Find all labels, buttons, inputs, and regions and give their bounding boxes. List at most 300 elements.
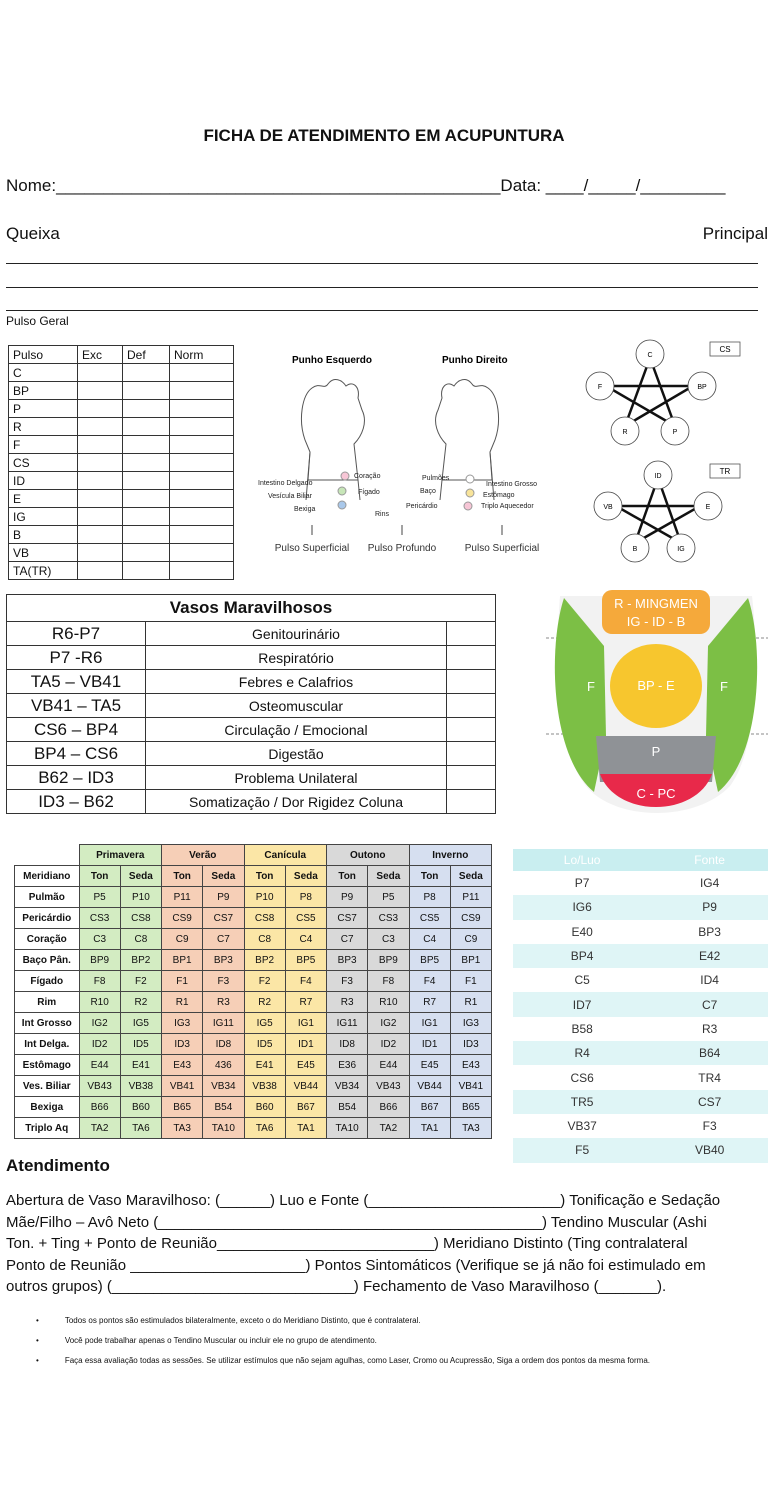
queixa-line-2[interactable]	[6, 287, 758, 288]
fonte-point: VB40	[651, 1138, 768, 1162]
meridian-point: CS3	[368, 908, 409, 929]
meridian-point: 436	[203, 1055, 244, 1076]
pulse-row	[9, 454, 234, 472]
meridian-point: IG2	[368, 1013, 409, 1034]
vasos-desc: Genitourinário	[146, 622, 447, 646]
pulse-row-label: C	[9, 364, 78, 382]
meridian-point: VB41	[162, 1076, 203, 1097]
cycle-tr-node-label: IG	[677, 546, 685, 553]
luo-point: B58	[513, 1017, 651, 1041]
luo-row	[513, 1065, 768, 1089]
vasos-code: P7 -R6	[7, 646, 146, 670]
vasos-check-cell[interactable]	[447, 718, 496, 742]
vasos-check-cell[interactable]	[447, 790, 496, 814]
luo-point: F5	[513, 1138, 651, 1162]
meridian-point: R10	[368, 992, 409, 1013]
vasos-desc: Osteomuscular	[146, 694, 447, 718]
meridian-point: ID1	[409, 1034, 450, 1055]
meridian-point: P9	[327, 887, 368, 908]
meridian-name: Rim	[15, 992, 80, 1013]
pulse-def-cell[interactable]	[123, 400, 170, 418]
meridian-point: F8	[79, 971, 120, 992]
luo-row	[513, 871, 768, 895]
season-canicula: Canícula	[244, 845, 327, 866]
pulse-exc-cell[interactable]	[78, 472, 123, 490]
meridian-point: F4	[409, 971, 450, 992]
meridian-point: C3	[79, 929, 120, 950]
meridian-point: BP2	[120, 950, 161, 971]
meridian-row	[15, 1097, 492, 1118]
pulse-row	[9, 526, 234, 544]
meridian-row	[15, 992, 492, 1013]
pulse-row-label: IG	[9, 508, 78, 526]
meridian-point: F4	[285, 971, 326, 992]
luo-row	[513, 1090, 768, 1114]
meridian-point: P11	[162, 887, 203, 908]
luo-point: C5	[513, 968, 651, 992]
fonte-point: P9	[651, 895, 768, 919]
cycle-tr-node-label: VB	[603, 504, 613, 511]
pulse-def-cell[interactable]	[123, 472, 170, 490]
pulse-def-cell[interactable]	[123, 490, 170, 508]
meridian-point: E43	[450, 1055, 491, 1076]
atendimento-line-2[interactable]: Mãe/Filho – Avô Neto (______________________________________________) Tendino Muscular (Ashi	[6, 1213, 707, 1231]
luo-point: IG6	[513, 895, 651, 919]
label-vesicula-biliar: Vesícula Biliar	[268, 493, 312, 500]
vasos-code: VB41 – TA5	[7, 694, 146, 718]
pulse-exc-cell[interactable]	[78, 418, 123, 436]
page-title: FICHA DE ATENDIMENTO EM ACUPUNTURA	[203, 126, 565, 145]
pulse-row-label: P	[9, 400, 78, 418]
label-pulmoes: Pulmões	[422, 475, 450, 482]
luo-point: E40	[513, 920, 651, 944]
pulse-row	[9, 472, 234, 490]
def-col-header: Def	[123, 346, 170, 364]
cycle-tr-node-label: E	[705, 504, 711, 511]
meridian-point: P10	[244, 887, 285, 908]
seda-header: Seda	[203, 866, 244, 887]
vasos-desc: Problema Unilateral	[146, 766, 447, 790]
meridian-name: Coração	[15, 929, 80, 950]
vasos-check-cell[interactable]	[447, 670, 496, 694]
meridian-point: R7	[409, 992, 450, 1013]
vasos-maravilhosos-table	[6, 594, 496, 814]
luo-point: VB37	[513, 1114, 651, 1138]
pulse-row	[9, 490, 234, 508]
meridian-point: VB43	[368, 1076, 409, 1097]
right-wrist-title: Punho Direito	[442, 355, 508, 366]
fonte-point: B64	[651, 1041, 768, 1065]
meridian-name: Bexiga	[15, 1097, 80, 1118]
tongue-left-label: F	[587, 679, 595, 694]
ton-header: Ton	[244, 866, 285, 887]
bottom-left-label: Pulso Superficial	[274, 543, 350, 554]
luo-row	[513, 1041, 768, 1065]
pulse-norm-cell[interactable]	[170, 472, 234, 490]
vasos-check-cell[interactable]	[447, 622, 496, 646]
vasos-code: B62 – ID3	[7, 766, 146, 790]
pulse-exc-cell[interactable]	[78, 454, 123, 472]
pulse-row-label: CS	[9, 454, 78, 472]
pulse-def-cell[interactable]	[123, 526, 170, 544]
atendimento-title: Atendimento	[6, 1156, 110, 1175]
luo-header-row	[513, 849, 768, 871]
meridian-point: IG3	[162, 1013, 203, 1034]
meridian-name: Ves. Biliar	[15, 1076, 80, 1097]
pulse-row	[9, 508, 234, 526]
left-wrist-title: Punho Esquerdo	[292, 355, 372, 366]
note-item: Você pode trabalhar apenas o Tendino Muscular ou incluir ele no grupo de atendimento.	[64, 1336, 377, 1345]
label-estomago: Estômago	[483, 492, 515, 499]
meridian-point: F1	[450, 971, 491, 992]
pulse-norm-cell[interactable]	[170, 364, 234, 382]
vasos-row	[7, 742, 496, 766]
vasos-row	[7, 622, 496, 646]
meridian-point: F3	[203, 971, 244, 992]
bullet-icon: •	[36, 1356, 39, 1365]
luo-header: Lo/Luo	[513, 849, 651, 871]
meridian-row	[15, 1055, 492, 1076]
ton-header: Ton	[327, 866, 368, 887]
meridian-point: C8	[244, 929, 285, 950]
pulse-exc-cell[interactable]	[78, 490, 123, 508]
pulse-def-cell[interactable]	[123, 436, 170, 454]
pulse-exc-cell[interactable]	[78, 382, 123, 400]
pulse-norm-cell[interactable]	[170, 544, 234, 562]
meridian-point: BP5	[285, 950, 326, 971]
cycle-cs-node-label: P	[672, 429, 678, 436]
cycle-tr-node-label: ID	[654, 473, 662, 480]
label-intestino-grosso: Intestino Grosso	[486, 481, 537, 488]
meridian-point: E45	[409, 1055, 450, 1076]
meridian-point: CS9	[450, 908, 491, 929]
exc-col-header: Exc	[78, 346, 123, 364]
meridian-point: F8	[368, 971, 409, 992]
tongue-map-diagram	[546, 586, 768, 821]
meridian-point: P10	[120, 887, 161, 908]
vasos-desc: Respiratório	[146, 646, 447, 670]
luo-point: ID7	[513, 992, 651, 1016]
meridian-season-table	[14, 844, 492, 1139]
bullet-icon: •	[36, 1316, 39, 1325]
seda-header: Seda	[450, 866, 491, 887]
meridian-name: Fígado	[15, 971, 80, 992]
cycle-diagram-tr	[578, 458, 743, 568]
meridian-point: B54	[327, 1097, 368, 1118]
luo-point: P7	[513, 871, 651, 895]
pulse-row-label: TA(TR)	[9, 562, 78, 580]
luo-row	[513, 1017, 768, 1041]
cycle-cs-node-label: BP	[697, 384, 707, 391]
fonte-point: BP3	[651, 920, 768, 944]
meridian-point: TA6	[120, 1118, 161, 1139]
pulse-norm-cell[interactable]	[170, 382, 234, 400]
meridian-point: TA2	[79, 1118, 120, 1139]
meridian-point: TA1	[285, 1118, 326, 1139]
cycle-cs-node-label: R	[622, 429, 628, 436]
atendimento-line-3[interactable]: Ton. + Ting + Ponto de Reunião__________________________) Meridiano Distinto (Ting contralateral	[6, 1235, 688, 1252]
meridian-row	[15, 908, 492, 929]
meridian-point: R2	[120, 992, 161, 1013]
vasos-check-cell[interactable]	[447, 766, 496, 790]
luo-row	[513, 895, 768, 919]
meridian-point: ID3	[450, 1034, 491, 1055]
atendimento-line-5[interactable]: outros grupos) (_____________________________) Fechamento de Vaso Maravilhoso (_______).	[6, 1278, 667, 1295]
meridian-point: BP5	[409, 950, 450, 971]
note-item: Faça essa avaliação todas as sessões. Se utilizar estímulos que não sejam agulhas, como Laser, Cromo ou Acupressão, Siga a ordem dos pontos da mesma forma.	[64, 1356, 651, 1365]
meridian-point: C8	[120, 929, 161, 950]
season-inverno: Inverno	[409, 845, 492, 866]
pulse-header-row	[9, 346, 234, 364]
meridian-point: CS5	[409, 908, 450, 929]
meridian-point: P5	[79, 887, 120, 908]
vasos-code: R6-P7	[7, 622, 146, 646]
meridian-point: VB38	[120, 1076, 161, 1097]
cycle-tr-label: TR	[719, 467, 731, 476]
pulse-row	[9, 418, 234, 436]
meridian-point: CS9	[162, 908, 203, 929]
meridian-point: TA3	[162, 1118, 203, 1139]
meridian-point: IG5	[244, 1013, 285, 1034]
vasos-desc: Digestão	[146, 742, 447, 766]
pulse-row	[9, 364, 234, 382]
ton-header: Ton	[79, 866, 120, 887]
label-baco: Baço	[420, 488, 436, 495]
season-outono: Outono	[327, 845, 410, 866]
vasos-row	[7, 670, 496, 694]
seda-header: Seda	[285, 866, 326, 887]
pulse-row	[9, 562, 234, 580]
meridian-point: P11	[450, 887, 491, 908]
pulse-def-cell[interactable]	[123, 508, 170, 526]
fonte-point: C7	[651, 992, 768, 1016]
meridian-name: Pericárdio	[15, 908, 80, 929]
pulse-exc-cell[interactable]	[78, 436, 123, 454]
meridian-point: B65	[162, 1097, 203, 1118]
fonte-point: E42	[651, 944, 768, 968]
vasos-code: TA5 – VB41	[7, 670, 146, 694]
meridian-point: P9	[203, 887, 244, 908]
pulse-norm-cell[interactable]	[170, 562, 234, 580]
vasos-check-cell[interactable]	[447, 646, 496, 670]
luo-point: TR5	[513, 1090, 651, 1114]
meridian-point: P8	[285, 887, 326, 908]
fonte-point: R3	[651, 1017, 768, 1041]
label-bexiga: Bexiga	[294, 506, 316, 513]
vasos-row	[7, 646, 496, 670]
note-item: Todos os pontos são estimulados bilateralmente, exceto o do Meridiano Distinto, que é contralateral.	[64, 1316, 421, 1325]
meridian-point: C4	[285, 929, 326, 950]
vasos-desc: Febres e Calafrios	[146, 670, 447, 694]
pulse-exc-cell[interactable]	[78, 364, 123, 382]
tongue-top2-label: IG - ID - B	[626, 614, 686, 629]
meridian-point: R1	[450, 992, 491, 1013]
meridian-name: Pulmão	[15, 887, 80, 908]
vasos-code: BP4 – CS6	[7, 742, 146, 766]
meridian-point: CS7	[203, 908, 244, 929]
meridian-point: C7	[327, 929, 368, 950]
luo-row	[513, 920, 768, 944]
meridian-point: CS8	[244, 908, 285, 929]
meridian-point: ID3	[162, 1034, 203, 1055]
meridian-point: F3	[327, 971, 368, 992]
pulse-def-cell[interactable]	[123, 382, 170, 400]
meridian-point: E44	[79, 1055, 120, 1076]
luo-point: BP4	[513, 944, 651, 968]
norm-col-header: Norm	[170, 346, 234, 364]
meridian-point: VB41	[450, 1076, 491, 1097]
meridian-point: BP1	[450, 950, 491, 971]
label-triplo-aquecedor: Triplo Aquecedor	[481, 503, 534, 510]
meridian-row	[15, 1013, 492, 1034]
vasos-desc: Circulação / Emocional	[146, 718, 447, 742]
nome-data-field[interactable]: Nome:_______________________________________________Data: ____/_____/_________	[6, 176, 726, 195]
meridian-point: TA10	[327, 1118, 368, 1139]
meridian-point: BP1	[162, 950, 203, 971]
meridian-point: C9	[450, 929, 491, 950]
pulse-def-cell[interactable]	[123, 364, 170, 382]
pulse-norm-cell[interactable]	[170, 454, 234, 472]
meridian-point: IG1	[285, 1013, 326, 1034]
luo-row	[513, 1138, 768, 1162]
pulse-exc-cell[interactable]	[78, 544, 123, 562]
meridian-point: CS7	[327, 908, 368, 929]
pulse-norm-cell[interactable]	[170, 418, 234, 436]
meridian-point: C4	[409, 929, 450, 950]
queixa-line-3[interactable]	[6, 310, 758, 311]
meridian-point: R2	[244, 992, 285, 1013]
vasos-code: ID3 – B62	[7, 790, 146, 814]
queixa-label: Queixa	[6, 224, 60, 243]
meridian-point: ID5	[120, 1034, 161, 1055]
meridian-row	[15, 929, 492, 950]
meridiano-header: Meridiano	[15, 866, 80, 887]
atendimento-line-4[interactable]: Ponto de Reunião _____________________) Pontos Sintomáticos (Verifique se já não foi estimulado em	[6, 1256, 706, 1274]
meridian-point: CS5	[285, 908, 326, 929]
vasos-check-cell[interactable]	[447, 694, 496, 718]
meridian-point: B60	[244, 1097, 285, 1118]
luo-row	[513, 992, 768, 1016]
principal-label: Principal	[702, 224, 768, 243]
meridian-point: TA1	[409, 1118, 450, 1139]
pulse-norm-cell[interactable]	[170, 400, 234, 418]
pulse-norm-cell[interactable]	[170, 490, 234, 508]
meridian-point: VB44	[409, 1076, 450, 1097]
pulse-exc-cell[interactable]	[78, 400, 123, 418]
pulse-exc-cell[interactable]	[78, 562, 123, 580]
vasos-row	[7, 694, 496, 718]
pulse-row	[9, 400, 234, 418]
cycle-cs-node-label: C	[647, 352, 653, 359]
pulse-row	[9, 382, 234, 400]
pulse-row	[9, 544, 234, 562]
cycle-tr-node-label: B	[632, 546, 638, 553]
meridian-point: B65	[450, 1097, 491, 1118]
meridian-point: VB44	[285, 1076, 326, 1097]
luo-point: R4	[513, 1041, 651, 1065]
pulse-row-label: E	[9, 490, 78, 508]
luo-row	[513, 944, 768, 968]
meridian-point: B60	[120, 1097, 161, 1118]
meridian-point: E44	[368, 1055, 409, 1076]
meridian-point: TA2	[368, 1118, 409, 1139]
pulse-norm-cell[interactable]	[170, 436, 234, 454]
meridian-name: Int Grosso	[15, 1013, 80, 1034]
tongue-center-label: BP - E	[637, 678, 675, 693]
meridian-point: P8	[409, 887, 450, 908]
season-header-row	[15, 845, 492, 866]
pulse-row-label: VB	[9, 544, 78, 562]
meridian-point: ID8	[203, 1034, 244, 1055]
pulse-exc-cell[interactable]	[78, 508, 123, 526]
pulse-row-label: R	[9, 418, 78, 436]
pulse-def-cell[interactable]	[123, 562, 170, 580]
meridian-point: E41	[120, 1055, 161, 1076]
meridian-name: Int Delga.	[15, 1034, 80, 1055]
fonte-point: F3	[651, 1114, 768, 1138]
meridian-point: B66	[79, 1097, 120, 1118]
meridian-point: E36	[327, 1055, 368, 1076]
pulse-def-cell[interactable]	[123, 454, 170, 472]
pulse-dot-pericardio	[464, 502, 472, 510]
meridian-point: VB34	[327, 1076, 368, 1097]
season-verao: Verão	[162, 845, 245, 866]
meridian-name: Triplo Aq	[15, 1118, 80, 1139]
pulse-def-cell[interactable]	[123, 544, 170, 562]
meridian-point: F2	[244, 971, 285, 992]
seda-header: Seda	[120, 866, 161, 887]
ton-header: Ton	[409, 866, 450, 887]
pulse-dot-pulmoes	[466, 475, 474, 483]
meridian-point: VB34	[203, 1076, 244, 1097]
fonte-point: IG4	[651, 871, 768, 895]
season-primavera: Primavera	[79, 845, 162, 866]
luo-row	[513, 968, 768, 992]
meridian-point: IG3	[450, 1013, 491, 1034]
meridian-row	[15, 1118, 492, 1139]
meridian-point: B67	[285, 1097, 326, 1118]
meridian-point: IG2	[79, 1013, 120, 1034]
meridian-point: ID1	[285, 1034, 326, 1055]
meridian-point: IG11	[327, 1013, 368, 1034]
meridian-name: Estômago	[15, 1055, 80, 1076]
pulse-row	[9, 436, 234, 454]
fonte-point: CS7	[651, 1090, 768, 1114]
fonte-point: ID4	[651, 968, 768, 992]
meridian-point: IG5	[120, 1013, 161, 1034]
meridian-row	[15, 1034, 492, 1055]
meridian-point: ID5	[244, 1034, 285, 1055]
pulse-norm-cell[interactable]	[170, 508, 234, 526]
pulse-table	[8, 345, 234, 580]
luo-point: CS6	[513, 1065, 651, 1089]
pulse-norm-cell[interactable]	[170, 526, 234, 544]
label-coracao: Coração	[354, 473, 381, 480]
tongue-right-label: F	[720, 679, 728, 694]
meridian-point: IG1	[409, 1013, 450, 1034]
bullet-icon: •	[36, 1336, 39, 1345]
vasos-check-cell[interactable]	[447, 742, 496, 766]
vasos-row	[7, 718, 496, 742]
queixa-line-1[interactable]	[6, 263, 758, 264]
meridian-point: C7	[203, 929, 244, 950]
meridian-point: BP2	[244, 950, 285, 971]
atendimento-line-1[interactable]: Abertura de Vaso Maravilhoso: (______) Luo e Fonte (_______________________) Tonificação e Sedação	[6, 1192, 721, 1209]
pulse-def-cell[interactable]	[123, 418, 170, 436]
pulse-exc-cell[interactable]	[78, 526, 123, 544]
ton-header: Ton	[162, 866, 203, 887]
meridian-point: R10	[79, 992, 120, 1013]
